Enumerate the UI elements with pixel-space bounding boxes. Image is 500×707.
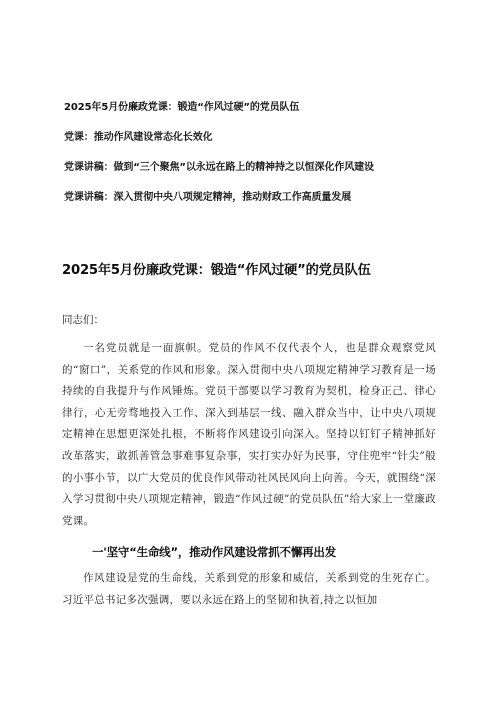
greeting: 同志们： bbox=[62, 314, 104, 326]
table-of-contents bbox=[64, 101, 444, 221]
toc-item: 党课：推动作风建设常态化长效化 bbox=[64, 132, 213, 143]
toc-item: 党课讲稿：深入贯彻中央八项规定精神，推动财政工作高质量发展 bbox=[64, 192, 352, 203]
toc-item: 2025年5月份廉政党课：锻造“作风过硬”的党员队伍 bbox=[64, 102, 300, 113]
body-paragraph: 作风建设是党的生命线，关系到党的形象和威信，关系到党的生死存亡。习近平总书记多次强调，要以永远在路上的坚韧和执着,持之以恒加 bbox=[62, 572, 436, 606]
body-paragraph: 一名党员就是一面旗帜。党员的作风不仅代表个人，也是群众观察党风的“窗口”，关系党的作风和形象。深入贯彻中央八项规定精神学习教育是一场持续的自我提升与作风锤炼。党员干部要以学习教育为契机，检身正己、律心律行，心无旁骛地投入工作、深入到基层一线、融入群众当中，让中央八项规定精神在思想更深处扎根，不断将作风建设引向深入。坚持以钉钉子精神抓好改革落实，敢抓善管急事难事复杂事，实打实办好为民事，守住兜牢“针尖”般的小事小节，以广大党员的优良作风带动社风民风向上向善。今天，就围绕“深入学习贯彻中央八项规定精神，锻造“作风过硬”的党员队伍”给大家上一堂廉政党课。 bbox=[62, 342, 436, 527]
section-heading: 一'坚守“生命线”，推动作风建设常抓不懈再出发 bbox=[92, 545, 337, 559]
toc-item: 党课讲稿：做到“三个聚焦”以永远在路上的精神持之以恒深化作风建设 bbox=[64, 162, 374, 173]
article-title: 2025年5月份廉政党课：锻造“作风过硬”的党员队伍 bbox=[62, 263, 371, 278]
